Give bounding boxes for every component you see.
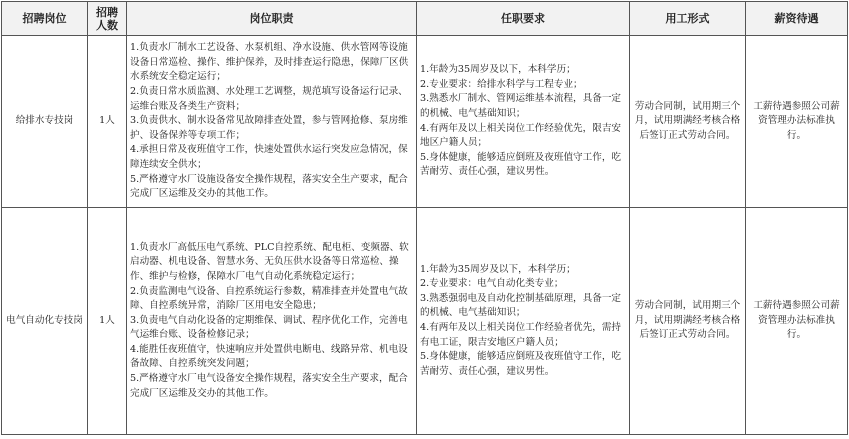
requirement-item: 5.身体健康，能够适应倒班及夜班值守工作，吃苦耐劳、责任心强，建议男性。 bbox=[420, 351, 622, 377]
header-requirements: 任职要求 bbox=[417, 2, 630, 36]
recruitment-table bbox=[1, 1, 848, 435]
header-employment: 用工形式 bbox=[630, 2, 746, 36]
duties-cell bbox=[127, 36, 417, 208]
table-row bbox=[2, 208, 848, 435]
count-cell: 1人 bbox=[88, 208, 127, 435]
employment-cell: 劳动合同制，试用期三个月，试用期满经考核合格后签订正式劳动合同。 bbox=[630, 36, 746, 208]
duty-item: 1.负责水厂高低压电气系统、PLC自控系统、配电柜、变频器、软启动器、机电设备、智慧水务、无负压供水设备等日常巡检、操作、维护与检修，保障水厂电气自动化系统稳定运行； bbox=[130, 241, 409, 282]
requirement-item: 5.身体健康，能够适应倒班及夜班值守工作，吃苦耐劳、责任心强，建议男性。 bbox=[420, 151, 622, 178]
header-count bbox=[88, 2, 127, 36]
header-salary: 薪资待遇 bbox=[746, 2, 848, 36]
header-duties: 岗位职责 bbox=[127, 2, 417, 36]
duty-item: 1.负责水厂制水工艺设备、水泵机组、净水设施、供水管网等设施设备日常巡检、操作、维护保养，及时排查运行隐患，保障厂区供水系统安全稳定运行； bbox=[130, 42, 409, 83]
duty-item: 3.负责电气自动化设备的定期维保、调试、程序优化工作，完善电气运维台账、设备检修记录； bbox=[130, 314, 408, 341]
requirement-item: 4.有两年及以上相关岗位工作经验优先，限吉安地区户籍人员； bbox=[420, 122, 622, 149]
requirements-cell bbox=[417, 36, 630, 208]
duty-item: 5.严格遵守水厂电气设备安全操作规程，落实安全生产要求，配合完成厂区运维及交办的其他工作。 bbox=[130, 373, 408, 399]
duties-cell bbox=[127, 208, 417, 435]
duty-item: 5.严格遵守水厂设施设备安全操作规程，落实安全生产要求，配合完成厂区运维及交办的其他工作。 bbox=[130, 173, 408, 200]
position-cell: 电气自动化专技岗 bbox=[2, 208, 88, 435]
employment-cell: 劳动合同制，试用期三个月，试用期满经考核合格后签订正式劳动合同。 bbox=[630, 208, 746, 435]
position-cell: 给排水专技岗 bbox=[2, 36, 88, 208]
requirement-item: 3.熟悉强弱电及自动化控制基础原理，具备一定的机械、电气基础知识； bbox=[420, 292, 622, 319]
duty-item: 2.负责监测电气设备、自控系统运行参数，精准排查并处置电气故障、自控系统异常，消除厂区用电安全隐患； bbox=[130, 285, 408, 312]
duty-item: 2.负责日常水质监测、水处理工艺调整，规范填写设备运行记录、运维台账及各类生产资料； bbox=[130, 86, 408, 112]
requirement-item: 3.熟悉水厂制水、管网运维基本流程，具备一定的机械、电气基础知识； bbox=[420, 93, 622, 119]
duty-item: 4.承担日常及夜班值守工作，快速处置供水运行突发应急情况，保障连续安全供水； bbox=[130, 144, 408, 170]
requirement-item: 1.年龄为35周岁及以下，本科学历； bbox=[420, 64, 576, 76]
requirements-cell bbox=[417, 208, 630, 435]
requirement-item: 1.年龄为35周岁及以下，本科学历； bbox=[420, 263, 576, 275]
duty-item: 4.能胜任夜班值守，快速响应并处置供电断电、线路异常、机电设备故障、自控系统突发问题； bbox=[130, 343, 408, 370]
header-count-line: 招聘 人数 bbox=[96, 5, 118, 32]
salary-cell: 工薪待遇参照公司薪资管理办法标准执行。 bbox=[746, 36, 848, 208]
salary-cell: 工薪待遇参照公司薪资管理办法标准执行。 bbox=[746, 208, 848, 435]
table-row bbox=[2, 36, 848, 208]
requirement-item: 2.专业要求：电气自动化类专业； bbox=[420, 278, 564, 290]
requirement-item: 2.专业要求：给排水科学与工程专业； bbox=[420, 78, 583, 90]
header-row bbox=[2, 2, 848, 36]
requirement-item: 4.有两年及以上相关岗位工作经验者优先，需持有电工证，限吉安地区户籍人员； bbox=[420, 322, 622, 348]
header-position: 招聘岗位 bbox=[2, 2, 88, 36]
duty-item: 3.负责供水、制水设备常见故障排查处置，参与管网抢修、泵房维护、设备保养等专项工作； bbox=[130, 115, 408, 141]
count-cell: 1人 bbox=[88, 36, 127, 208]
